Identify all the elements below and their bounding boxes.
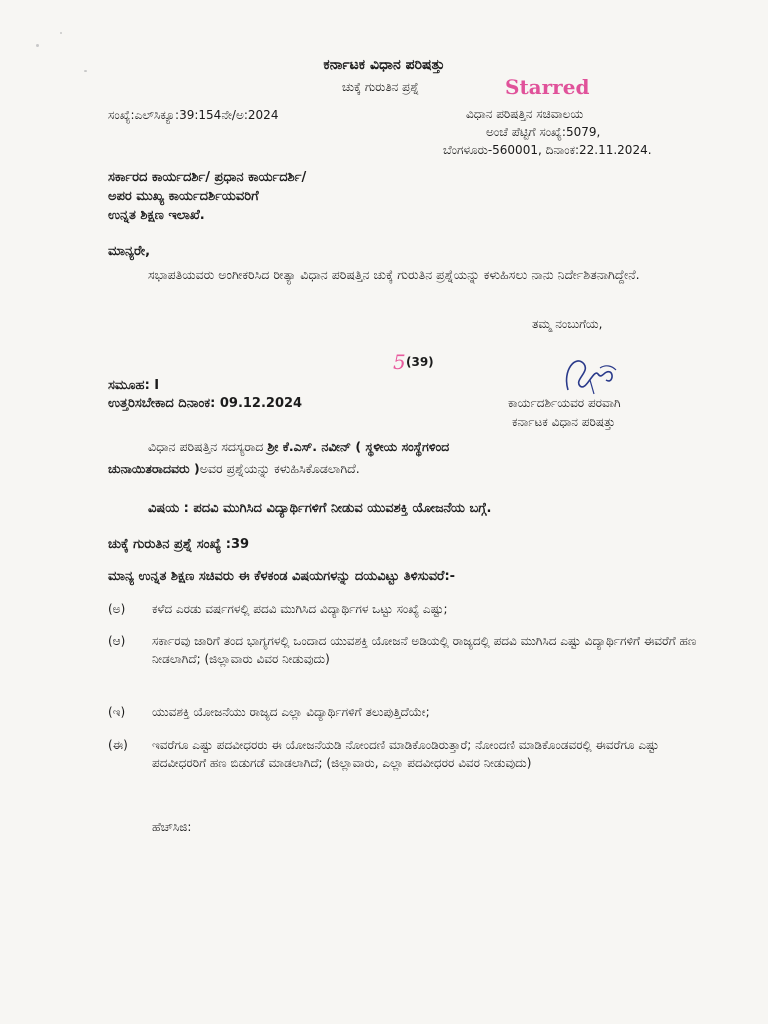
closing-line: ತಮ್ಮ ನಂಬುಗೆಯ, — [532, 317, 603, 331]
question-label: (ಅ) — [108, 602, 126, 616]
question-number: ಚುಕ್ಕೆ ಗುರುತಿನ ಪ್ರಶ್ನೆ ಸಂಖ್ಯೆ :39 — [108, 537, 250, 552]
question-intro: ಮಾನ್ಯ ಉನ್ನತ ಶಿಕ್ಷಣ ಸಚಿವರು ಈ ಕೆಳಕಂಡ ವಿಷಯಗಳನ್ನು ದಯವಿಟ್ಟು ತಿಳಿಸುವರೆ:- — [108, 569, 456, 584]
member-name: ಶ್ರೀ ಕೆ.ಎಸ್. ನವೀನ್ ( ಸ್ಥಳೀಯ ಸಂಸ್ಥೆಗಳಿಂದ — [267, 439, 450, 454]
member-prefix: ವಿಧಾನ ಪರಿಷತ್ತಿನ ಸದಸ್ಯರಾದ — [148, 439, 268, 454]
recipient-line2: ಅಪರ ಮುಖ್ಯ ಕಾರ್ಯದರ್ಶಿಯವರಿಗೆ — [108, 189, 259, 204]
footer-initials: ಹೆಚ್‌ಸಿಜಿ: — [152, 820, 192, 834]
printed-number: (39) — [406, 355, 434, 369]
scan-speck — [60, 32, 62, 34]
signature-scribble — [560, 350, 620, 400]
group-label: ಸಮೂಹ: I — [108, 378, 160, 393]
signatory-line1: ಕಾರ್ಯದರ್ಶಿಯವರ ಪರವಾಗಿ — [508, 396, 621, 410]
letter-subtitle: ಚುಕ್ಕೆ ಗುರುತಿನ ಪ್ರಶ್ನೆ — [342, 80, 420, 94]
subject-line: ವಿಷಯ : ಪದವಿ ಮುಗಿಸಿದ ವಿದ್ಯಾರ್ಥಿಗಳಿಗೆ ನೀಡುವ ಯುವಶಕ್ತಿ ಯೋಜನೆಯ ಬಗ್ಗೆ. — [148, 501, 492, 516]
reference-number: ಸಂಖ್ಯೆ:ಎಲ್‌ಸಿಕ್ಯೂ:39:154ನೇ/ಅ:2024 — [108, 108, 279, 122]
body-paragraph: ಸಭಾಪತಿಯವರು ಅಂಗೀಕರಿಸಿದ ರೀತ್ಯಾ ವಿಧಾನ ಪರಿಷತ್ತಿನ ಚುಕ್ಕೆ ಗುರುತಿನ ಪ್ರಶ್ನೆಯನ್ನು ಕಳುಹಿಸಲು ನಾನು ನಿರ್ದೇಶಿತನಾಗಿದ್ದೇನೆ. — [148, 267, 640, 282]
question-text: ಸರ್ಕಾರವು ಜಾರಿಗೆ ತಂದ ಭಾಗ್ಯಗಳಲ್ಲಿ ಒಂದಾದ ಯುವಶಕ್ತಿ ಯೋಜನೆ ಅಡಿಯಲ್ಲಿ ರಾಜ್ಯದಲ್ಲಿ ಪದವಿ ಮುಗಿಸಿದ ಎಷ್ಟು ವಿದ್ಯಾರ್ಥಿಗಳಿಗೆ ಈವರೆಗೆ ಹಣ ನೀಡಲಾಗಿದೆ; (ಜಿಲ್ಲಾವಾರು ವಿವರ ನೀಡುವುದು) — [152, 634, 697, 666]
recipient-line3: ಉನ್ನತ ಶಿಕ್ಷಣ ಇಲಾಖೆ. — [108, 208, 205, 223]
question-label: (ಇ) — [108, 705, 126, 719]
council-title: ಕರ್ನಾಟಕ ವಿಧಾನ ಪರಿಷತ್ತು — [323, 57, 445, 73]
starred-stamp: Starred — [505, 75, 590, 99]
scan-speck — [84, 70, 87, 72]
question-text: ಕಳೆದ ಎರಡು ವರ್ಷಗಳಲ್ಲಿ ಪದವಿ ಮುಗಿಸಿದ ವಿದ್ಯಾರ್ಥಿಗಳ ಒಟ್ಟು ಸಂಖ್ಯೆ ಎಷ್ಟು; — [152, 602, 448, 616]
salutation: ಮಾನ್ಯರೇ, — [108, 244, 151, 259]
question-label: (ಆ) — [108, 634, 126, 648]
office-address-line3: ಬೆಂಗಳೂರು-560001, ದಿನಾಂಕ:22.11.2024. — [443, 143, 652, 157]
question-label: (ಈ) — [108, 738, 128, 752]
member-suffix: ಅವರ ಪ್ರಶ್ನೆಯನ್ನು ಕಳುಹಿಸಿಕೊಡಲಾಗಿದೆ. — [199, 461, 360, 476]
recipient-line1: ಸರ್ಕಾರದ ಕಾರ್ಯದರ್ಶಿ/ ಪ್ರಧಾನ ಕಾರ್ಯದರ್ಶಿ/ — [108, 170, 307, 185]
question-text: ಇವರೆಗೂ ಎಷ್ಟು ಪದವೀಧರರು ಈ ಯೋಜನೆಯಡಿ ನೋಂದಣಿ ಮಾಡಿಕೊಂಡಿರುತ್ತಾರೆ; ನೋಂದಣಿ ಮಾಡಿಕೊಂಡವರಲ್ಲಿ ಈವರೆಗೂ ಎಷ್ಟು ಪದವೀಧರರಿಗೆ ಹಣ ಬಿಡುಗಡೆ ಮಾಡಲಾಗಿದೆ; (ಜಿಲ್ಲಾವಾರು, ಎಲ್ಲಾ ಪದವೀಧರರ ವಿವರ ನೀಡುವುದು) — [152, 738, 659, 770]
member-name-continued: ಚುನಾಯಿತರಾದವರು ) — [108, 461, 200, 476]
office-address-line2: ಅಂಚೆ ಪೆಟ್ಟಿಗೆ ಸಂಖ್ಯೆ:5079, — [486, 125, 601, 139]
signatory-line2: ಕರ್ನಾಟಕ ವಿಧಾನ ಪರಿಷತ್ತು — [512, 415, 616, 429]
member-paragraph — [108, 436, 688, 480]
office-address-line1: ವಿಧಾನ ಪರಿಷತ್ತಿನ ಸಚಿವಾಲಯ — [466, 107, 584, 121]
reply-date: ಉತ್ತರಿಸಬೇಕಾದ ದಿನಾಂಕ: 09.12.2024 — [108, 396, 303, 411]
scan-speck — [36, 44, 39, 47]
handwritten-number: 5 — [393, 350, 406, 374]
question-text: ಯುವಶಕ್ತಿ ಯೋಜನೆಯು ರಾಜ್ಯದ ಎಲ್ಲಾ ವಿದ್ಯಾರ್ಥಿಗಳಿಗೆ ತಲುಪುತ್ತಿದೆಯೇ; — [152, 705, 430, 719]
